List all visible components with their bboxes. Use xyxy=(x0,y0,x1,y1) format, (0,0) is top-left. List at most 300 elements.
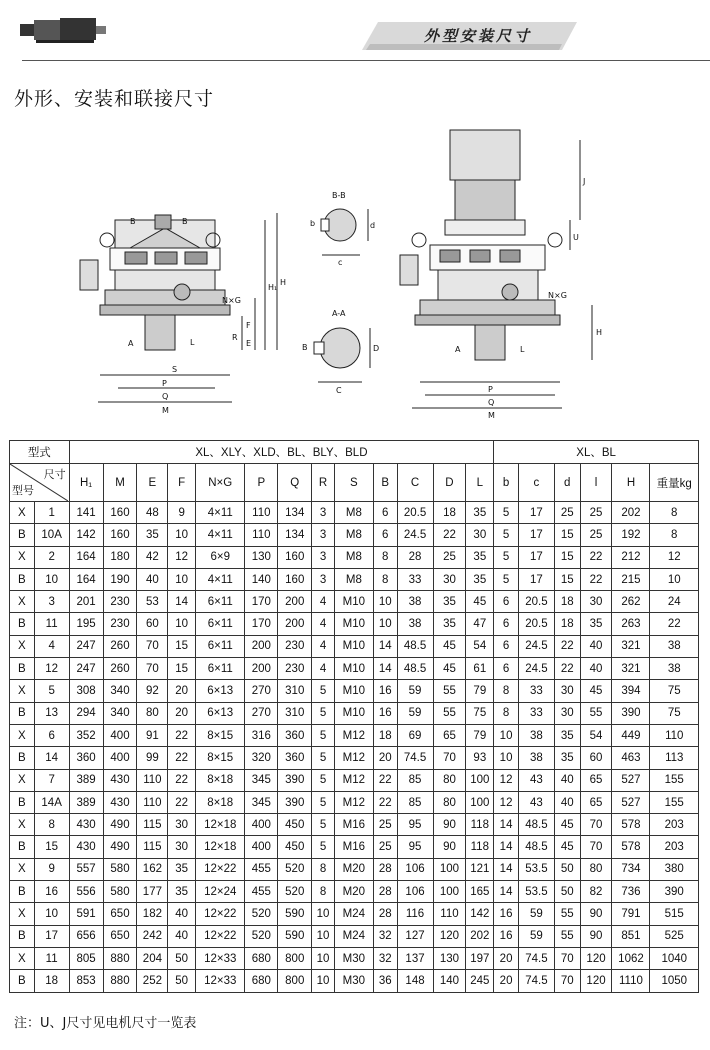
model-cell: 13 xyxy=(34,702,69,724)
value-cell: 115 xyxy=(137,836,168,858)
value-cell: 14 xyxy=(373,658,397,680)
value-cell: 321 xyxy=(612,658,650,680)
value-cell: 165 xyxy=(466,881,494,903)
value-cell: 43 xyxy=(518,791,554,813)
value-cell: 200 xyxy=(245,658,278,680)
dim-label-H1: H₁ xyxy=(268,283,278,292)
value-cell: 24 xyxy=(650,591,699,613)
value-cell: 455 xyxy=(245,881,278,903)
column-header: L xyxy=(466,464,494,502)
value-cell: 40 xyxy=(168,925,196,947)
value-cell: 38 xyxy=(397,613,433,635)
value-cell: 192 xyxy=(612,524,650,546)
value-cell: 10 xyxy=(650,568,699,590)
type-cell: B xyxy=(10,791,35,813)
dim-label-H-right: H xyxy=(596,328,603,337)
value-cell: 95 xyxy=(397,836,433,858)
value-cell: 164 xyxy=(69,568,103,590)
value-cell: 580 xyxy=(103,858,137,880)
value-cell: 40 xyxy=(554,769,580,791)
value-cell: 400 xyxy=(103,747,137,769)
value-cell: 791 xyxy=(612,903,650,925)
value-cell: 262 xyxy=(612,591,650,613)
value-cell: 160 xyxy=(278,568,312,590)
model-cell: 2 xyxy=(34,546,69,568)
value-cell: 6×13 xyxy=(196,702,245,724)
type-cell: X xyxy=(10,546,35,568)
value-cell: 527 xyxy=(612,791,650,813)
value-cell: 22 xyxy=(580,546,612,568)
column-header: S xyxy=(334,464,373,502)
value-cell: 74.5 xyxy=(518,947,554,969)
value-cell: 70 xyxy=(554,970,580,992)
type-cell: X xyxy=(10,680,35,702)
table-row xyxy=(10,635,699,657)
value-cell: 74.5 xyxy=(397,747,433,769)
value-cell: 880 xyxy=(103,970,137,992)
value-cell: 25 xyxy=(373,836,397,858)
value-cell: 60 xyxy=(580,747,612,769)
reducer-logo-icon xyxy=(18,14,108,44)
value-cell: 5 xyxy=(312,747,335,769)
value-cell: 5 xyxy=(312,702,335,724)
value-cell: 22 xyxy=(168,724,196,746)
column-header: P xyxy=(245,464,278,502)
value-cell: 12 xyxy=(494,791,519,813)
table-row xyxy=(10,903,699,925)
value-cell: 70 xyxy=(580,814,612,836)
value-cell: 20 xyxy=(494,947,519,969)
value-cell: 120 xyxy=(433,925,466,947)
value-cell: 3 xyxy=(312,568,335,590)
value-cell: 490 xyxy=(103,836,137,858)
value-cell: 6×9 xyxy=(196,546,245,568)
table-row xyxy=(10,947,699,969)
dim-label-B-shaft: B xyxy=(302,343,308,352)
column-header: d xyxy=(554,464,580,502)
column-header: l xyxy=(580,464,612,502)
value-cell: 85 xyxy=(397,791,433,813)
value-cell: 106 xyxy=(397,881,433,903)
dim-label-P-right: P xyxy=(488,385,493,394)
value-cell: 6×11 xyxy=(196,658,245,680)
value-cell: 14 xyxy=(494,881,519,903)
value-cell: 48.5 xyxy=(518,814,554,836)
value-cell: 53 xyxy=(137,591,168,613)
dim-label-P: P xyxy=(162,379,167,388)
value-cell: 310 xyxy=(278,702,312,724)
column-header: c xyxy=(518,464,554,502)
value-cell: 130 xyxy=(245,546,278,568)
value-cell: 10 xyxy=(312,970,335,992)
dim-label-E: E xyxy=(246,339,252,348)
value-cell: 45 xyxy=(433,635,466,657)
value-cell: 340 xyxy=(103,680,137,702)
value-cell: 33 xyxy=(518,680,554,702)
column-header: N×G xyxy=(196,464,245,502)
table-row xyxy=(10,858,699,880)
value-cell: 22 xyxy=(580,568,612,590)
table-row xyxy=(10,502,699,524)
value-cell: 22 xyxy=(433,524,466,546)
value-cell: 195 xyxy=(69,613,103,635)
value-cell: 59 xyxy=(518,903,554,925)
value-cell: 270 xyxy=(245,702,278,724)
value-cell: 24.5 xyxy=(518,658,554,680)
value-cell: 15 xyxy=(554,546,580,568)
dim-label-L-right: L xyxy=(520,345,525,354)
type-cell: X xyxy=(10,769,35,791)
value-cell: 12×33 xyxy=(196,947,245,969)
dim-label-F: F xyxy=(246,321,251,330)
size-label: 尺寸 xyxy=(43,469,66,481)
type-cell: B xyxy=(10,658,35,680)
value-cell: 50 xyxy=(168,947,196,969)
value-cell: 33 xyxy=(518,702,554,724)
value-cell: 12×22 xyxy=(196,858,245,880)
value-cell: 3 xyxy=(312,524,335,546)
value-cell: M16 xyxy=(334,814,373,836)
value-cell: 6 xyxy=(494,635,519,657)
column-header: M xyxy=(103,464,137,502)
value-cell: 390 xyxy=(278,791,312,813)
value-cell: 25 xyxy=(554,502,580,524)
value-cell: 5 xyxy=(312,814,335,836)
value-cell: M12 xyxy=(334,724,373,746)
value-cell: 45 xyxy=(580,680,612,702)
value-cell: 20.5 xyxy=(518,591,554,613)
value-cell: 55 xyxy=(554,925,580,947)
value-cell: 65 xyxy=(580,791,612,813)
value-cell: 24.5 xyxy=(518,635,554,657)
header-divider xyxy=(22,60,710,61)
value-cell: 180 xyxy=(103,546,137,568)
value-cell: M12 xyxy=(334,747,373,769)
value-cell: 16 xyxy=(494,903,519,925)
value-cell: 197 xyxy=(466,947,494,969)
table-row xyxy=(10,568,699,590)
value-cell: 75 xyxy=(650,680,699,702)
value-cell: 22 xyxy=(168,791,196,813)
value-cell: 92 xyxy=(137,680,168,702)
value-cell: 160 xyxy=(278,546,312,568)
value-cell: 155 xyxy=(650,791,699,813)
value-cell: 54 xyxy=(466,635,494,657)
value-cell: 93 xyxy=(466,747,494,769)
value-cell: 148 xyxy=(397,970,433,992)
value-cell: 18 xyxy=(373,724,397,746)
value-cell: 28 xyxy=(373,858,397,880)
value-cell: 142 xyxy=(466,903,494,925)
value-cell: 14 xyxy=(494,814,519,836)
table-row xyxy=(10,747,699,769)
value-cell: 25 xyxy=(373,814,397,836)
value-cell: 202 xyxy=(612,502,650,524)
value-cell: 12×18 xyxy=(196,814,245,836)
model-cell: 18 xyxy=(34,970,69,992)
value-cell: 118 xyxy=(466,836,494,858)
value-cell: 17 xyxy=(518,546,554,568)
value-cell: 45 xyxy=(554,836,580,858)
table-row xyxy=(10,925,699,947)
value-cell: 137 xyxy=(397,947,433,969)
value-cell: 48.5 xyxy=(518,836,554,858)
dim-label-M-right: M xyxy=(488,411,495,420)
dim-label-B: B xyxy=(130,217,136,226)
value-cell: 1040 xyxy=(650,947,699,969)
dim-label-b: b xyxy=(310,219,316,228)
value-cell: 455 xyxy=(245,858,278,880)
value-cell: 4 xyxy=(312,635,335,657)
value-cell: 25 xyxy=(580,502,612,524)
value-cell: 294 xyxy=(69,702,103,724)
dim-label-C: C xyxy=(336,386,342,395)
type-cell: B xyxy=(10,613,35,635)
value-cell: 45 xyxy=(554,814,580,836)
value-cell: 6 xyxy=(494,613,519,635)
value-cell: 390 xyxy=(650,881,699,903)
type-cell: X xyxy=(10,947,35,969)
value-cell: M10 xyxy=(334,635,373,657)
group1-header: XL、XLY、XLD、BL、BLY、BLD xyxy=(69,441,494,464)
size-model-corner xyxy=(10,464,70,502)
value-cell: 6 xyxy=(373,524,397,546)
value-cell: 270 xyxy=(245,680,278,702)
value-cell: 65 xyxy=(580,769,612,791)
value-cell: 20 xyxy=(168,702,196,724)
value-cell: 578 xyxy=(612,836,650,858)
value-cell: 4 xyxy=(312,613,335,635)
model-cell: 3 xyxy=(34,591,69,613)
value-cell: 5 xyxy=(312,769,335,791)
value-cell: 9 xyxy=(168,502,196,524)
value-cell: 91 xyxy=(137,724,168,746)
value-cell: 800 xyxy=(278,947,312,969)
value-cell: 100 xyxy=(466,769,494,791)
value-cell: 853 xyxy=(69,970,103,992)
dim-label-J: J xyxy=(583,177,586,186)
value-cell: 110 xyxy=(137,791,168,813)
value-cell: 200 xyxy=(278,591,312,613)
value-cell: 8×18 xyxy=(196,791,245,813)
value-cell: 18 xyxy=(554,613,580,635)
value-cell: 12×18 xyxy=(196,836,245,858)
value-cell: 247 xyxy=(69,658,103,680)
value-cell: 6×13 xyxy=(196,680,245,702)
value-cell: 390 xyxy=(612,702,650,724)
model-cell: 15 xyxy=(34,836,69,858)
value-cell: M20 xyxy=(334,881,373,903)
section-label-AA: A-A xyxy=(332,309,346,318)
value-cell: 245 xyxy=(466,970,494,992)
value-cell: 22 xyxy=(373,769,397,791)
dim-label-c: c xyxy=(338,258,343,267)
dim-label-Q: Q xyxy=(162,392,169,401)
model-cell: 10A xyxy=(34,524,69,546)
value-cell: M16 xyxy=(334,836,373,858)
value-cell: 30 xyxy=(554,680,580,702)
value-cell: 99 xyxy=(137,747,168,769)
value-cell: 120 xyxy=(580,970,612,992)
value-cell: 525 xyxy=(650,925,699,947)
value-cell: 736 xyxy=(612,881,650,903)
value-cell: 4 xyxy=(312,591,335,613)
value-cell: 32 xyxy=(373,925,397,947)
value-cell: 170 xyxy=(245,613,278,635)
table-row xyxy=(10,769,699,791)
value-cell: 116 xyxy=(397,903,433,925)
value-cell: 5 xyxy=(312,680,335,702)
value-cell: 1050 xyxy=(650,970,699,992)
model-cell: 14 xyxy=(34,747,69,769)
value-cell: 90 xyxy=(433,836,466,858)
value-cell: 656 xyxy=(69,925,103,947)
value-cell: 113 xyxy=(650,747,699,769)
value-cell: M10 xyxy=(334,702,373,724)
value-cell: 200 xyxy=(278,613,312,635)
value-cell: 110 xyxy=(433,903,466,925)
value-cell: 32 xyxy=(373,947,397,969)
value-cell: 1062 xyxy=(612,947,650,969)
reducer-outline-drawing xyxy=(70,120,630,430)
value-cell: 17 xyxy=(518,524,554,546)
value-cell: 55 xyxy=(433,702,466,724)
value-cell: 15 xyxy=(554,568,580,590)
value-cell: 260 xyxy=(103,658,137,680)
value-cell: 14 xyxy=(168,591,196,613)
dim-label-U: U xyxy=(573,233,579,242)
value-cell: 8×18 xyxy=(196,769,245,791)
value-cell: 30 xyxy=(168,836,196,858)
value-cell: 53.5 xyxy=(518,858,554,880)
value-cell: 580 xyxy=(103,881,137,903)
value-cell: 5 xyxy=(312,836,335,858)
value-cell: 38 xyxy=(650,635,699,657)
value-cell: 6 xyxy=(494,658,519,680)
value-cell: 177 xyxy=(137,881,168,903)
value-cell: 10 xyxy=(494,724,519,746)
value-cell: 6×11 xyxy=(196,635,245,657)
value-cell: 162 xyxy=(137,858,168,880)
footnote: 注：U、J尺寸见电机尺寸一览表 xyxy=(14,1016,197,1031)
value-cell: 680 xyxy=(245,947,278,969)
table-body xyxy=(10,502,699,993)
value-cell: 127 xyxy=(397,925,433,947)
type-cell: B xyxy=(10,568,35,590)
value-cell: 12 xyxy=(650,546,699,568)
value-cell: 345 xyxy=(245,769,278,791)
value-cell: 134 xyxy=(278,524,312,546)
value-cell: 230 xyxy=(103,591,137,613)
value-cell: 591 xyxy=(69,903,103,925)
value-cell: 35 xyxy=(466,546,494,568)
value-cell: 170 xyxy=(245,591,278,613)
value-cell: 520 xyxy=(245,903,278,925)
value-cell: 230 xyxy=(103,613,137,635)
value-cell: 79 xyxy=(466,724,494,746)
value-cell: M10 xyxy=(334,591,373,613)
value-cell: 110 xyxy=(245,502,278,524)
value-cell: 42 xyxy=(137,546,168,568)
table-row xyxy=(10,658,699,680)
value-cell: 38 xyxy=(518,747,554,769)
value-cell: 6×11 xyxy=(196,613,245,635)
value-cell: 247 xyxy=(69,635,103,657)
model-cell: 1 xyxy=(34,502,69,524)
value-cell: M8 xyxy=(334,502,373,524)
value-cell: 590 xyxy=(278,903,312,925)
value-cell: M20 xyxy=(334,858,373,880)
value-cell: 3 xyxy=(312,546,335,568)
value-cell: 30 xyxy=(554,702,580,724)
dim-label-S: S xyxy=(172,365,178,374)
value-cell: 450 xyxy=(278,814,312,836)
value-cell: 80 xyxy=(137,702,168,724)
model-label: 型号 xyxy=(12,485,34,497)
model-cell: 12 xyxy=(34,658,69,680)
type-header: 型式 xyxy=(10,441,70,464)
value-cell: 320 xyxy=(245,747,278,769)
value-cell: 3 xyxy=(312,502,335,524)
value-cell: 95 xyxy=(397,814,433,836)
value-cell: M10 xyxy=(334,658,373,680)
value-cell: 60 xyxy=(137,613,168,635)
table-row xyxy=(10,814,699,836)
value-cell: 5 xyxy=(312,791,335,813)
type-cell: B xyxy=(10,836,35,858)
value-cell: 14 xyxy=(373,635,397,657)
model-cell: 5 xyxy=(34,680,69,702)
value-cell: 15 xyxy=(168,658,196,680)
value-cell: 38 xyxy=(650,658,699,680)
value-cell: 10 xyxy=(494,747,519,769)
value-cell: 100 xyxy=(433,858,466,880)
value-cell: 100 xyxy=(466,791,494,813)
section-title: 外形、安装和联接尺寸 xyxy=(14,88,215,110)
model-cell: 17 xyxy=(34,925,69,947)
value-cell: 390 xyxy=(278,769,312,791)
value-cell: 40 xyxy=(580,635,612,657)
value-cell: 48.5 xyxy=(397,658,433,680)
dim-label-NxG-right: N×G xyxy=(548,291,567,300)
value-cell: 450 xyxy=(278,836,312,858)
value-cell: 20.5 xyxy=(397,502,433,524)
value-cell: 321 xyxy=(612,635,650,657)
value-cell: 12×33 xyxy=(196,970,245,992)
value-cell: 5 xyxy=(494,568,519,590)
value-cell: 252 xyxy=(137,970,168,992)
value-cell: 8 xyxy=(650,524,699,546)
value-cell: 35 xyxy=(554,747,580,769)
value-cell: 5 xyxy=(494,502,519,524)
value-cell: 30 xyxy=(466,524,494,546)
value-cell: 70 xyxy=(137,635,168,657)
value-cell: 880 xyxy=(103,947,137,969)
value-cell: 12×22 xyxy=(196,903,245,925)
value-cell: 155 xyxy=(650,769,699,791)
value-cell: 8 xyxy=(650,502,699,524)
value-cell: 80 xyxy=(433,791,466,813)
value-cell: 35 xyxy=(466,568,494,590)
dimension-table xyxy=(9,440,699,993)
value-cell: 59 xyxy=(397,702,433,724)
value-cell: 38 xyxy=(518,724,554,746)
value-cell: 54 xyxy=(580,724,612,746)
model-cell: 10 xyxy=(34,903,69,925)
value-cell: 556 xyxy=(69,881,103,903)
value-cell: 80 xyxy=(433,769,466,791)
value-cell: 520 xyxy=(278,858,312,880)
